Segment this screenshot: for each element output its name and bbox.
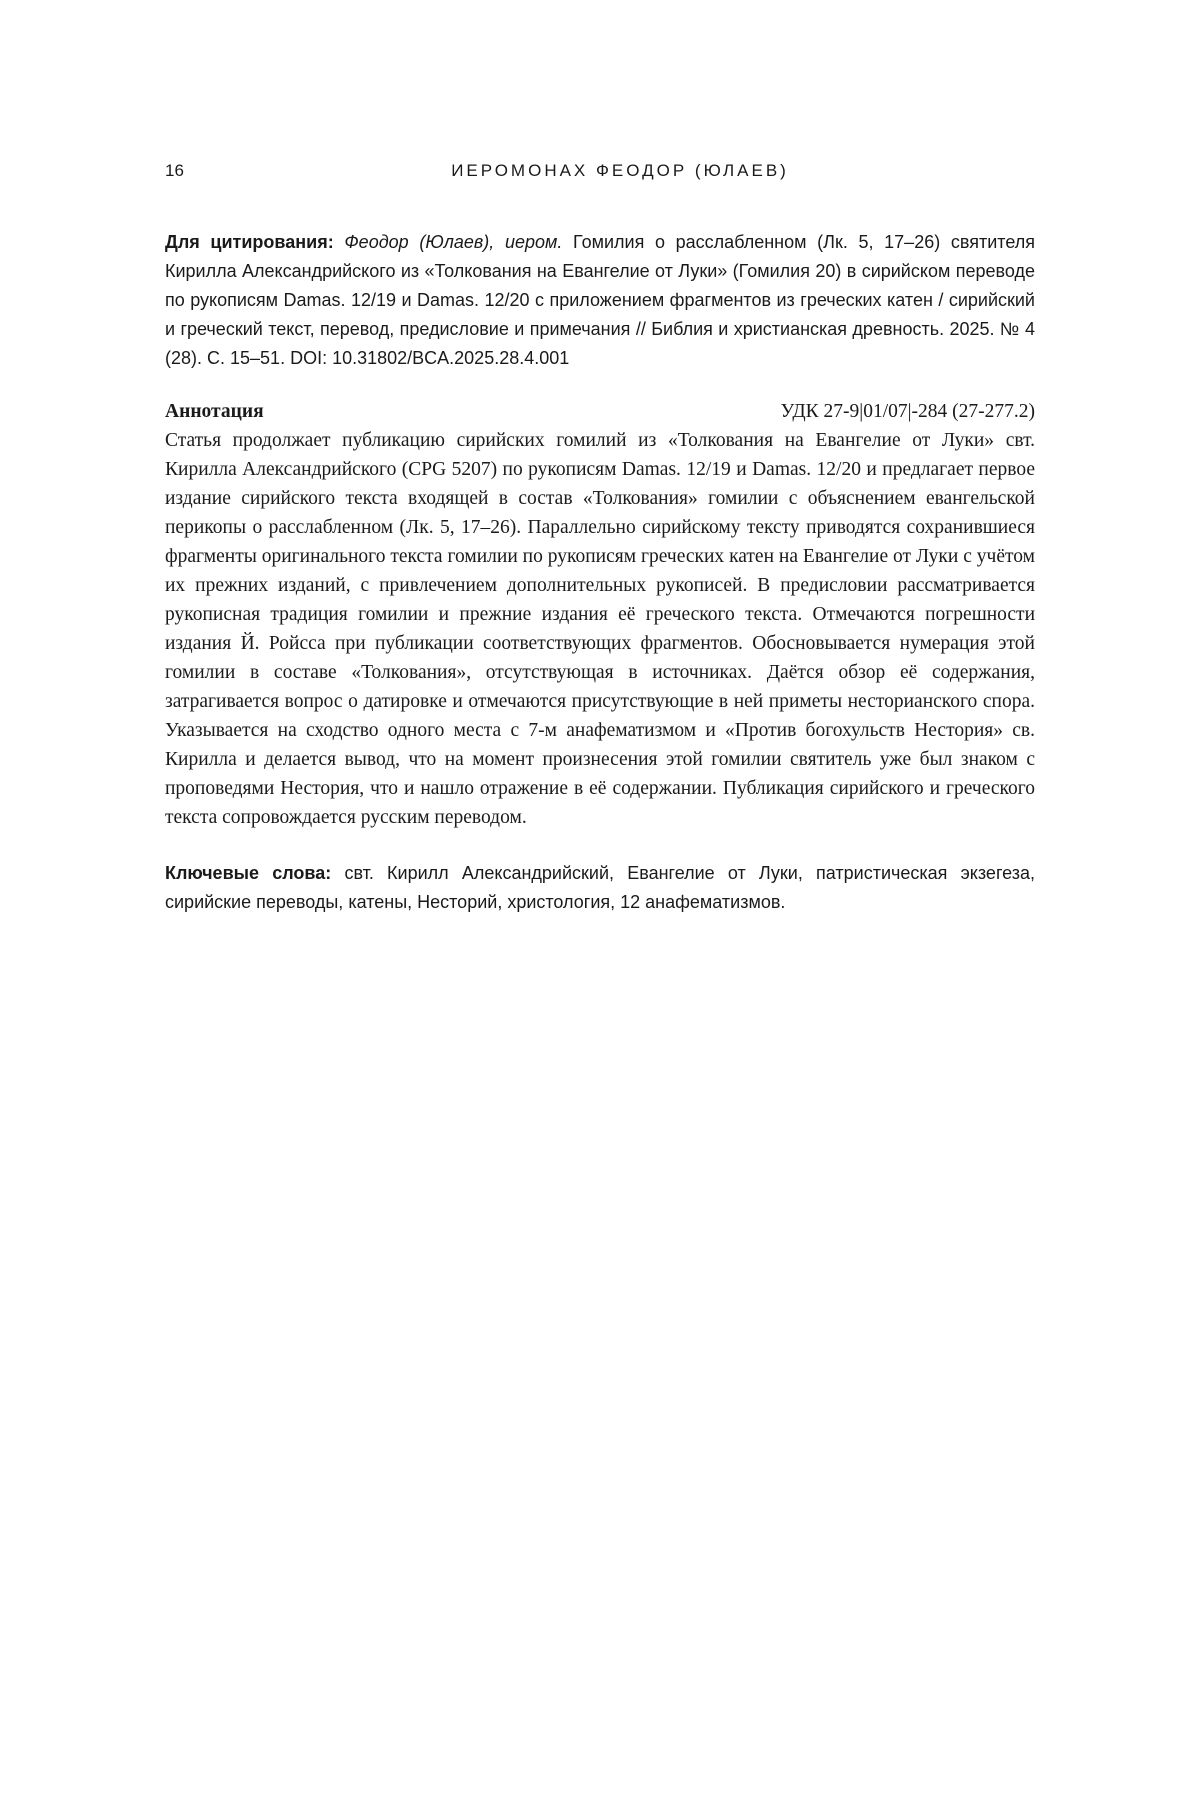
keywords-block [165, 859, 1035, 917]
running-header [165, 158, 1035, 188]
udc-code: УДК 27-9|01/07|-284 (27-277.2) [780, 401, 1035, 422]
abstract-header [165, 397, 1035, 426]
citation-author: Феодор (Юлаев), иером. [344, 232, 563, 252]
document-page [165, 158, 1035, 917]
running-title: ИЕРОМОНАХ ФЕОДОР (ЮЛАЕВ) [451, 161, 789, 180]
citation-label: Для цитирования: [165, 232, 334, 252]
citation-block [165, 228, 1035, 373]
keywords-text: свт. Кирилл Александрийский, Евангелие от Луки, патристическая экзегеза, сирийские переводы, катены, Несторий, христология, 12 анафематизмов. [165, 863, 1035, 912]
abstract-title: Аннотация [165, 401, 264, 422]
abstract-text: Статья продолжает публикацию сирийских гомилий из «Толкования на Евангелие от Луки» свт. Кирилла Александрийского (CPG 5207) по рукописям Damas. 12/19 и Damas. 12/20 и предлагает первое издание сирийского текста входящей в состав «Толкования» гомилии с объяснением евангельской перикопы о расслабленном (Лк. 5, 17–26). Параллельно сирийскому тексту приводятся сохранившиеся фрагменты оригинального текста гомилии по рукописям греческих катен на Евангелие от Луки с учётом их прежних изданий, с привлечением дополнительных рукописей. В предисловии рассматривается рукописная традиция гомилии и прежние издания её греческого текста. Отмечаются погрешности издания Й. Ройсса при публикации соответствующих фрагментов. Обосновывается нумерация этой гомилии в составе «Толкования», отсутствующая в источниках. Даётся обзор её содержания, затрагивается вопрос о датировке и отмечаются присутствующие в ней приметы несторианского спора. Указывается на сходство одного места с 7-м анафематизмом и «Против богохульств Нестория» св. Кирилла и делается вывод, что на момент произнесения этой гомилии святитель уже был знаком с проповедями Нестория, что и нашло отражение в её содержании. Публикация сирийского и греческого текста сопровождается русским переводом. [165, 430, 1035, 828]
citation-text: Гомилия о расслабленном (Лк. 5, 17–26) святителя Кирилла Александрийского из «Толкования на Евангелие от Луки» (Гомилия 20) в сирийском переводе по рукописям Damas. 12/19 и Damas. 12/20 с приложением фрагментов из греческих катен / сирийский и греческий текст, перевод, предисловие и примечания // Библия и христианская древность. 2025. № 4 (28). С. 15–51. DOI: 10.31802/BCA.2025.28.4.001 [165, 232, 1035, 368]
page-number: 16 [165, 161, 184, 180]
keywords-label: Ключевые слова: [165, 863, 332, 883]
